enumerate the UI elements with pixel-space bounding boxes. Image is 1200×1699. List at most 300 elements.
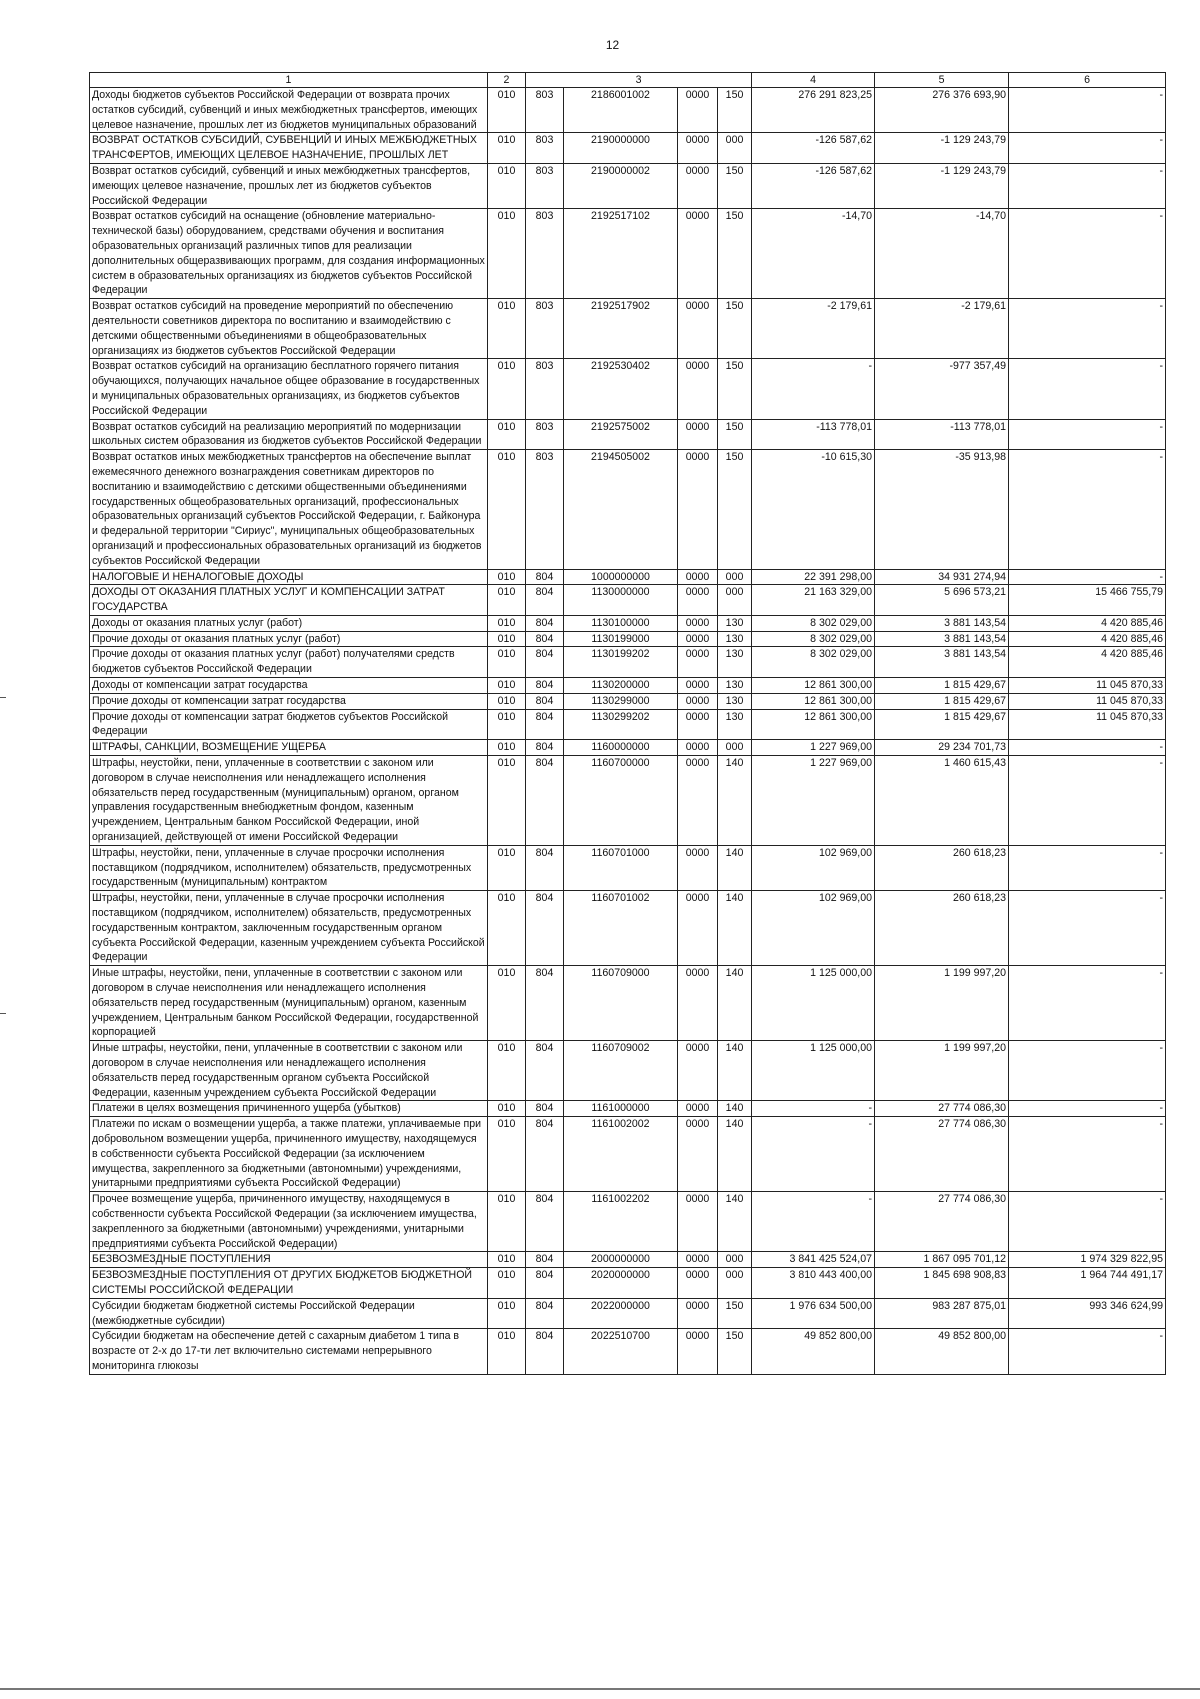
row-econ-code: 140 (718, 1192, 752, 1252)
row-econ-code: 000 (718, 133, 752, 164)
row-econ-code: 130 (718, 709, 752, 740)
row-executed-amount: 1 199 997,20 (875, 1041, 1009, 1101)
table-row (90, 740, 1166, 756)
row-approved-amount: 8 302 029,00 (752, 631, 875, 647)
row-description: Доходы от оказания платных услуг (работ) (90, 615, 488, 631)
row-approved-amount: 102 969,00 (752, 891, 875, 966)
table-row (90, 133, 1166, 164)
row-admin-code: 010 (488, 740, 526, 756)
row-approved-amount: -126 587,62 (752, 163, 875, 208)
row-chapter-code: 803 (526, 209, 564, 299)
table-row (90, 891, 1166, 966)
row-approved-amount: 12 861 300,00 (752, 678, 875, 694)
table-row (90, 450, 1166, 569)
table-row (90, 1101, 1166, 1117)
row-description: Платежи по искам о возмещении ущерба, а также платежи, уплачиваемые при добровольном возмещении ущерба, причиненного имуществу, находящемуся в собственности субъекта Российской Федерации (за исключением имущества, закрепленного за бюджетными (автономными) учреждениями, унитарными предприятиями субъекта Российской Федерации) (90, 1117, 488, 1192)
row-chapter-code: 804 (526, 740, 564, 756)
row-unexecuted-amount: 11 045 870,33 (1009, 678, 1166, 694)
row-admin-code: 010 (488, 693, 526, 709)
header-col-2: 2 (488, 73, 526, 88)
row-unexecuted-amount: - (1009, 299, 1166, 359)
row-executed-amount: 1 199 997,20 (875, 966, 1009, 1041)
row-admin-code: 010 (488, 359, 526, 419)
row-description: ДОХОДЫ ОТ ОКАЗАНИЯ ПЛАТНЫХ УСЛУГ И КОМПЕНСАЦИИ ЗАТРАТ ГОСУДАРСТВА (90, 585, 488, 616)
row-income-code: 2192517902 (564, 299, 678, 359)
row-executed-amount: 27 774 086,30 (875, 1192, 1009, 1252)
row-executed-amount: 1 867 095 701,12 (875, 1252, 1009, 1268)
row-econ-code: 150 (718, 359, 752, 419)
row-chapter-code: 804 (526, 569, 564, 585)
row-approved-amount: 8 302 029,00 (752, 615, 875, 631)
table-row (90, 88, 1166, 133)
row-executed-amount: 5 696 573,21 (875, 585, 1009, 616)
row-admin-code: 010 (488, 678, 526, 694)
page-bottom-border (0, 1688, 1200, 1690)
row-description: Возврат остатков субсидий, субвенций и иных межбюджетных трансфертов, имеющих целевое назначение, прошлых лет из бюджетов субъектов Российской Федерации (90, 163, 488, 208)
row-description: Субсидии бюджетам на обеспечение детей с сахарным диабетом 1 типа в возрасте от 2-х до 17-ти лет включительно системами непрерывного мониторинга глюкозы (90, 1329, 488, 1374)
row-approved-amount: - (752, 1117, 875, 1192)
row-approved-amount: 12 861 300,00 (752, 693, 875, 709)
table-row (90, 163, 1166, 208)
row-econ-code: 000 (718, 585, 752, 616)
row-income-code: 1130199202 (564, 647, 678, 678)
row-admin-code: 010 (488, 966, 526, 1041)
row-econ-code: 150 (718, 209, 752, 299)
row-chapter-code: 804 (526, 845, 564, 890)
row-description: БЕЗВОЗМЕЗДНЫЕ ПОСТУПЛЕНИЯ (90, 1252, 488, 1268)
row-econ-code: 140 (718, 756, 752, 846)
row-chapter-code: 804 (526, 709, 564, 740)
row-admin-code: 010 (488, 1268, 526, 1299)
row-unexecuted-amount: 11 045 870,33 (1009, 709, 1166, 740)
row-description: Доходы бюджетов субъектов Российской Федерации от возврата прочих остатков субсидий, субвенций и иных межбюджетных трансфертов, имеющих целевое назначение, прошлых лет из бюджетов муниципальных образований (90, 88, 488, 133)
row-description: ВОЗВРАТ ОСТАТКОВ СУБСИДИЙ, СУБВЕНЦИЙ И ИНЫХ МЕЖБЮДЖЕТНЫХ ТРАНСФЕРТОВ, ИМЕЮЩИХ ЦЕЛЕВОЕ НАЗНАЧЕНИЕ, ПРОШЛЫХ ЛЕТ (90, 133, 488, 164)
row-income-code: 2000000000 (564, 1252, 678, 1268)
row-unexecuted-amount: - (1009, 1329, 1166, 1374)
row-executed-amount: -977 357,49 (875, 359, 1009, 419)
row-econ-code: 130 (718, 678, 752, 694)
row-program-code: 0000 (678, 359, 718, 419)
row-income-code: 1161000000 (564, 1101, 678, 1117)
row-chapter-code: 803 (526, 419, 564, 450)
row-income-code: 1130299202 (564, 709, 678, 740)
row-description: Субсидии бюджетам бюджетной системы Российской Федерации (межбюджетные субсидии) (90, 1298, 488, 1329)
row-executed-amount: 1 815 429,67 (875, 693, 1009, 709)
row-program-code: 0000 (678, 631, 718, 647)
row-econ-code: 150 (718, 1298, 752, 1329)
row-chapter-code: 804 (526, 1298, 564, 1329)
row-income-code: 2020000000 (564, 1268, 678, 1299)
row-description: БЕЗВОЗМЕЗДНЫЕ ПОСТУПЛЕНИЯ ОТ ДРУГИХ БЮДЖЕТОВ БЮДЖЕТНОЙ СИСТЕМЫ РОССИЙСКОЙ ФЕДЕРАЦИИ (90, 1268, 488, 1299)
row-chapter-code: 804 (526, 1117, 564, 1192)
row-unexecuted-amount: - (1009, 359, 1166, 419)
row-approved-amount: 12 861 300,00 (752, 709, 875, 740)
row-income-code: 1160000000 (564, 740, 678, 756)
row-chapter-code: 804 (526, 1252, 564, 1268)
row-executed-amount: 276 376 693,90 (875, 88, 1009, 133)
row-income-code: 1160701002 (564, 891, 678, 966)
row-description: Доходы от компенсации затрат государства (90, 678, 488, 694)
table-row (90, 845, 1166, 890)
row-program-code: 0000 (678, 678, 718, 694)
table-row (90, 709, 1166, 740)
row-unexecuted-amount: - (1009, 1101, 1166, 1117)
row-unexecuted-amount: - (1009, 1041, 1166, 1101)
row-chapter-code: 803 (526, 299, 564, 359)
header-col-1: 1 (90, 73, 488, 88)
row-executed-amount: 1 815 429,67 (875, 709, 1009, 740)
row-program-code: 0000 (678, 419, 718, 450)
row-description: Возврат остатков субсидий на проведение мероприятий по обеспечению деятельности советников директора по воспитанию и взаимодействию с детскими общественными объединениями в общеобразовательных организациях из бюджетов субъектов Российской Федерации (90, 299, 488, 359)
row-program-code: 0000 (678, 1252, 718, 1268)
row-unexecuted-amount: - (1009, 133, 1166, 164)
row-approved-amount: - (752, 1192, 875, 1252)
row-program-code: 0000 (678, 1329, 718, 1374)
row-program-code: 0000 (678, 845, 718, 890)
row-econ-code: 130 (718, 631, 752, 647)
row-approved-amount: 49 852 800,00 (752, 1329, 875, 1374)
table-body (90, 88, 1166, 1375)
row-description: Прочие доходы от компенсации затрат бюджетов субъектов Российской Федерации (90, 709, 488, 740)
row-description: Возврат остатков субсидий на организацию бесплатного горячего питания обучающихся, получающих начальное общее образование в государственных и муниципальных образовательных организациях, из бюджетов субъектов Российской Федерации (90, 359, 488, 419)
row-program-code: 0000 (678, 1101, 718, 1117)
row-admin-code: 010 (488, 615, 526, 631)
row-approved-amount: 1 125 000,00 (752, 966, 875, 1041)
row-executed-amount: 34 931 274,94 (875, 569, 1009, 585)
row-unexecuted-amount: 4 420 885,46 (1009, 631, 1166, 647)
row-unexecuted-amount: - (1009, 1117, 1166, 1192)
row-unexecuted-amount: 11 045 870,33 (1009, 693, 1166, 709)
row-admin-code: 010 (488, 891, 526, 966)
row-econ-code: 150 (718, 419, 752, 450)
row-unexecuted-amount: - (1009, 1192, 1166, 1252)
row-program-code: 0000 (678, 585, 718, 616)
row-approved-amount: -126 587,62 (752, 133, 875, 164)
row-program-code: 0000 (678, 299, 718, 359)
row-income-code: 1130200000 (564, 678, 678, 694)
row-admin-code: 010 (488, 1041, 526, 1101)
row-executed-amount: -14,70 (875, 209, 1009, 299)
row-unexecuted-amount: 4 420 885,46 (1009, 615, 1166, 631)
row-description: НАЛОГОВЫЕ И НЕНАЛОГОВЫЕ ДОХОДЫ (90, 569, 488, 585)
row-program-code: 0000 (678, 756, 718, 846)
row-unexecuted-amount: - (1009, 756, 1166, 846)
table-row (90, 678, 1166, 694)
row-income-code: 1130100000 (564, 615, 678, 631)
row-description: Иные штрафы, неустойки, пени, уплаченные в соответствии с законом или договором в случае неисполнения или ненадлежащего исполнения обязательств перед государственным органом субъекта Российской Федерации, казенным учреждением субъекта Российской Федерации (90, 1041, 488, 1101)
header-col-3: 3 (526, 73, 752, 88)
row-description: Штрафы, неустойки, пени, уплаченные в случае просрочки исполнения поставщиком (подрядчиком, исполнителем) обязательств, предусмотренных государственным контрактом, заключенным государственным органом субъекта Российской Федерации, казенным учреждением субъекта Российской Федерации (90, 891, 488, 966)
row-program-code: 0000 (678, 88, 718, 133)
row-unexecuted-amount: 15 466 755,79 (1009, 585, 1166, 616)
row-income-code: 2194505002 (564, 450, 678, 569)
row-program-code: 0000 (678, 1298, 718, 1329)
row-chapter-code: 804 (526, 678, 564, 694)
table-row (90, 966, 1166, 1041)
table-row (90, 631, 1166, 647)
row-admin-code: 010 (488, 299, 526, 359)
row-program-code: 0000 (678, 740, 718, 756)
row-description: Платежи в целях возмещения причиненного ущерба (убытков) (90, 1101, 488, 1117)
row-unexecuted-amount: - (1009, 740, 1166, 756)
row-admin-code: 010 (488, 209, 526, 299)
row-econ-code: 140 (718, 1041, 752, 1101)
row-admin-code: 010 (488, 419, 526, 450)
table-row (90, 756, 1166, 846)
row-income-code: 1000000000 (564, 569, 678, 585)
header-col-5: 5 (875, 73, 1009, 88)
row-approved-amount: 3 841 425 524,07 (752, 1252, 875, 1268)
row-executed-amount: 49 852 800,00 (875, 1329, 1009, 1374)
row-chapter-code: 804 (526, 615, 564, 631)
row-chapter-code: 803 (526, 133, 564, 164)
row-executed-amount: 1 815 429,67 (875, 678, 1009, 694)
row-unexecuted-amount: 993 346 624,99 (1009, 1298, 1166, 1329)
table-row (90, 647, 1166, 678)
row-program-code: 0000 (678, 133, 718, 164)
table-row (90, 569, 1166, 585)
header-col-6: 6 (1009, 73, 1166, 88)
row-unexecuted-amount: - (1009, 419, 1166, 450)
table-row (90, 419, 1166, 450)
row-chapter-code: 803 (526, 450, 564, 569)
row-income-code: 1130299000 (564, 693, 678, 709)
row-approved-amount: 8 302 029,00 (752, 647, 875, 678)
table-row (90, 585, 1166, 616)
row-econ-code: 130 (718, 615, 752, 631)
table-row (90, 693, 1166, 709)
row-approved-amount: 102 969,00 (752, 845, 875, 890)
row-description: Прочие доходы от оказания платных услуг (работ) получателями средств бюджетов субъектов Российской Федерации (90, 647, 488, 678)
row-unexecuted-amount: - (1009, 88, 1166, 133)
table-row (90, 1329, 1166, 1374)
row-income-code: 1160709000 (564, 966, 678, 1041)
row-program-code: 0000 (678, 1268, 718, 1299)
row-admin-code: 010 (488, 133, 526, 164)
row-econ-code: 140 (718, 1101, 752, 1117)
row-approved-amount: - (752, 1101, 875, 1117)
row-approved-amount: 1 227 969,00 (752, 756, 875, 846)
row-chapter-code: 804 (526, 891, 564, 966)
row-program-code: 0000 (678, 163, 718, 208)
row-unexecuted-amount: 4 420 885,46 (1009, 647, 1166, 678)
row-econ-code: 000 (718, 1252, 752, 1268)
row-admin-code: 010 (488, 709, 526, 740)
row-econ-code: 150 (718, 299, 752, 359)
row-admin-code: 010 (488, 1117, 526, 1192)
row-income-code: 1130000000 (564, 585, 678, 616)
row-approved-amount: 21 163 329,00 (752, 585, 875, 616)
table-row (90, 299, 1166, 359)
row-chapter-code: 803 (526, 359, 564, 419)
row-income-code: 1160701000 (564, 845, 678, 890)
row-approved-amount: 22 391 298,00 (752, 569, 875, 585)
row-income-code: 2186001002 (564, 88, 678, 133)
row-income-code: 2190000002 (564, 163, 678, 208)
row-unexecuted-amount: 1 974 329 822,95 (1009, 1252, 1166, 1268)
row-executed-amount: -1 129 243,79 (875, 133, 1009, 164)
table-row (90, 1298, 1166, 1329)
row-executed-amount: 27 774 086,30 (875, 1101, 1009, 1117)
row-executed-amount: 1 845 698 908,83 (875, 1268, 1009, 1299)
row-description: Возврат остатков субсидий на оснащение (обновление материально-технической базы) оборудованием, средствами обучения и воспитания образовательных организаций различных типов для реализации дополнительных общеразвивающих программ, для создания информационных систем в образовательных организациях из бюджетов субъектов Российской Федерации (90, 209, 488, 299)
row-income-code: 1130199000 (564, 631, 678, 647)
row-description: Штрафы, неустойки, пени, уплаченные в соответствии с законом или договором в случае неисполнения или ненадлежащего исполнения обязательств перед государственным (муниципальным) органом, органом управления государственным внебюджетным фондом, казенным учреждением, Центральным банком Российской Федерации, иной организацией, действующей от имени Российской Федерации (90, 756, 488, 846)
row-approved-amount: 1 227 969,00 (752, 740, 875, 756)
row-approved-amount: -10 615,30 (752, 450, 875, 569)
row-econ-code: 140 (718, 966, 752, 1041)
row-chapter-code: 803 (526, 88, 564, 133)
row-unexecuted-amount: - (1009, 450, 1166, 569)
row-program-code: 0000 (678, 647, 718, 678)
table-row (90, 359, 1166, 419)
row-executed-amount: 1 460 615,43 (875, 756, 1009, 846)
row-admin-code: 010 (488, 1101, 526, 1117)
row-executed-amount: 983 287 875,01 (875, 1298, 1009, 1329)
row-unexecuted-amount: - (1009, 163, 1166, 208)
row-executed-amount: -35 913,98 (875, 450, 1009, 569)
row-executed-amount: 260 618,23 (875, 845, 1009, 890)
row-admin-code: 010 (488, 647, 526, 678)
row-program-code: 0000 (678, 209, 718, 299)
row-econ-code: 150 (718, 88, 752, 133)
row-admin-code: 010 (488, 450, 526, 569)
row-income-code: 2192530402 (564, 359, 678, 419)
row-program-code: 0000 (678, 891, 718, 966)
row-unexecuted-amount: - (1009, 891, 1166, 966)
row-income-code: 1160709002 (564, 1041, 678, 1101)
row-income-code: 2192575002 (564, 419, 678, 450)
row-program-code: 0000 (678, 1192, 718, 1252)
row-chapter-code: 803 (526, 163, 564, 208)
row-econ-code: 140 (718, 891, 752, 966)
row-executed-amount: 260 618,23 (875, 891, 1009, 966)
row-econ-code: 150 (718, 450, 752, 569)
row-admin-code: 010 (488, 845, 526, 890)
row-income-code: 2022000000 (564, 1298, 678, 1329)
row-chapter-code: 804 (526, 1329, 564, 1374)
row-admin-code: 010 (488, 1192, 526, 1252)
row-income-code: 1161002002 (564, 1117, 678, 1192)
row-econ-code: 000 (718, 1268, 752, 1299)
row-approved-amount: 1 976 634 500,00 (752, 1298, 875, 1329)
row-executed-amount: -1 129 243,79 (875, 163, 1009, 208)
row-program-code: 0000 (678, 1041, 718, 1101)
row-approved-amount: -113 778,01 (752, 419, 875, 450)
row-approved-amount: - (752, 359, 875, 419)
header-col-4: 4 (752, 73, 875, 88)
row-chapter-code: 804 (526, 1041, 564, 1101)
table-header (90, 73, 1166, 88)
margin-mark (0, 697, 6, 698)
row-approved-amount: 276 291 823,25 (752, 88, 875, 133)
row-chapter-code: 804 (526, 585, 564, 616)
row-chapter-code: 804 (526, 1101, 564, 1117)
row-unexecuted-amount: - (1009, 966, 1166, 1041)
row-approved-amount: 1 125 000,00 (752, 1041, 875, 1101)
row-econ-code: 140 (718, 1117, 752, 1192)
table-row (90, 1268, 1166, 1299)
row-program-code: 0000 (678, 709, 718, 740)
table-row (90, 1252, 1166, 1268)
row-executed-amount: -113 778,01 (875, 419, 1009, 450)
table-row (90, 615, 1166, 631)
table-row (90, 1041, 1166, 1101)
row-unexecuted-amount: - (1009, 209, 1166, 299)
row-executed-amount: 27 774 086,30 (875, 1117, 1009, 1192)
row-admin-code: 010 (488, 585, 526, 616)
row-admin-code: 010 (488, 756, 526, 846)
row-executed-amount: 29 234 701,73 (875, 740, 1009, 756)
row-unexecuted-amount: - (1009, 845, 1166, 890)
row-executed-amount: -2 179,61 (875, 299, 1009, 359)
row-income-code: 2022510700 (564, 1329, 678, 1374)
row-income-code: 1160700000 (564, 756, 678, 846)
row-econ-code: 130 (718, 693, 752, 709)
row-executed-amount: 3 881 143,54 (875, 647, 1009, 678)
row-chapter-code: 804 (526, 1192, 564, 1252)
row-unexecuted-amount: 1 964 744 491,17 (1009, 1268, 1166, 1299)
row-admin-code: 010 (488, 163, 526, 208)
row-program-code: 0000 (678, 693, 718, 709)
row-description: Прочие доходы от оказания платных услуг (работ) (90, 631, 488, 647)
row-econ-code: 130 (718, 647, 752, 678)
row-program-code: 0000 (678, 569, 718, 585)
page-number: 12 (605, 38, 620, 52)
row-description: Иные штрафы, неустойки, пени, уплаченные в соответствии с законом или договором в случае неисполнения или ненадлежащего исполнения обязательств перед государственным (муниципальным) органом, казенным учреждением, Центральным банком Российской Федерации, государственной корпорацией (90, 966, 488, 1041)
row-chapter-code: 804 (526, 966, 564, 1041)
row-econ-code: 150 (718, 163, 752, 208)
table-row (90, 1117, 1166, 1192)
row-admin-code: 010 (488, 1252, 526, 1268)
report-table (89, 72, 1166, 1375)
row-admin-code: 010 (488, 1329, 526, 1374)
row-econ-code: 150 (718, 1329, 752, 1374)
row-approved-amount: 3 810 443 400,00 (752, 1268, 875, 1299)
row-executed-amount: 3 881 143,54 (875, 631, 1009, 647)
margin-mark (0, 1013, 6, 1014)
row-program-code: 0000 (678, 450, 718, 569)
row-unexecuted-amount: - (1009, 569, 1166, 585)
row-program-code: 0000 (678, 615, 718, 631)
row-chapter-code: 804 (526, 693, 564, 709)
table-row (90, 209, 1166, 299)
row-description: Штрафы, неустойки, пени, уплаченные в случае просрочки исполнения поставщиком (подрядчиком, исполнителем) обязательств, предусмотренных государственным (муниципальным) контрактом (90, 845, 488, 890)
row-description: Возврат остатков субсидий на реализацию мероприятий по модернизации школьных систем образования из бюджетов субъектов Российской Федерации (90, 419, 488, 450)
row-econ-code: 000 (718, 569, 752, 585)
row-chapter-code: 804 (526, 1268, 564, 1299)
row-description: ШТРАФЫ, САНКЦИИ, ВОЗМЕЩЕНИЕ УЩЕРБА (90, 740, 488, 756)
row-econ-code: 140 (718, 845, 752, 890)
row-chapter-code: 804 (526, 756, 564, 846)
row-income-code: 1161002202 (564, 1192, 678, 1252)
row-executed-amount: 3 881 143,54 (875, 615, 1009, 631)
row-chapter-code: 804 (526, 631, 564, 647)
row-program-code: 0000 (678, 966, 718, 1041)
row-econ-code: 000 (718, 740, 752, 756)
row-program-code: 0000 (678, 1117, 718, 1192)
row-description: Прочее возмещение ущерба, причиненного имуществу, находящемуся в собственности субъекта Российской Федерации (за исключением имущества, закрепленного за бюджетными (автономными) учреждениями, унитарными предприятиями субъекта Российской Федерации) (90, 1192, 488, 1252)
row-approved-amount: -2 179,61 (752, 299, 875, 359)
row-income-code: 2190000000 (564, 133, 678, 164)
row-admin-code: 010 (488, 631, 526, 647)
row-income-code: 2192517102 (564, 209, 678, 299)
row-description: Прочие доходы от компенсации затрат государства (90, 693, 488, 709)
row-description: Возврат остатков иных межбюджетных трансфертов на обеспечение выплат ежемесячного денежного вознаграждения советникам директоров по воспитанию и взаимодействию с детскими общественными объединениями государственных общеобразовательных организаций, профессиональных образовательных организаций субъектов Российской Федерации, г. Байконура и федеральной территории "Сириус", муниципальных общеобразовательных организаций и профессиональных образовательных организаций из бюджетов субъектов Российской Федерации (90, 450, 488, 569)
row-chapter-code: 804 (526, 647, 564, 678)
row-approved-amount: -14,70 (752, 209, 875, 299)
row-admin-code: 010 (488, 569, 526, 585)
